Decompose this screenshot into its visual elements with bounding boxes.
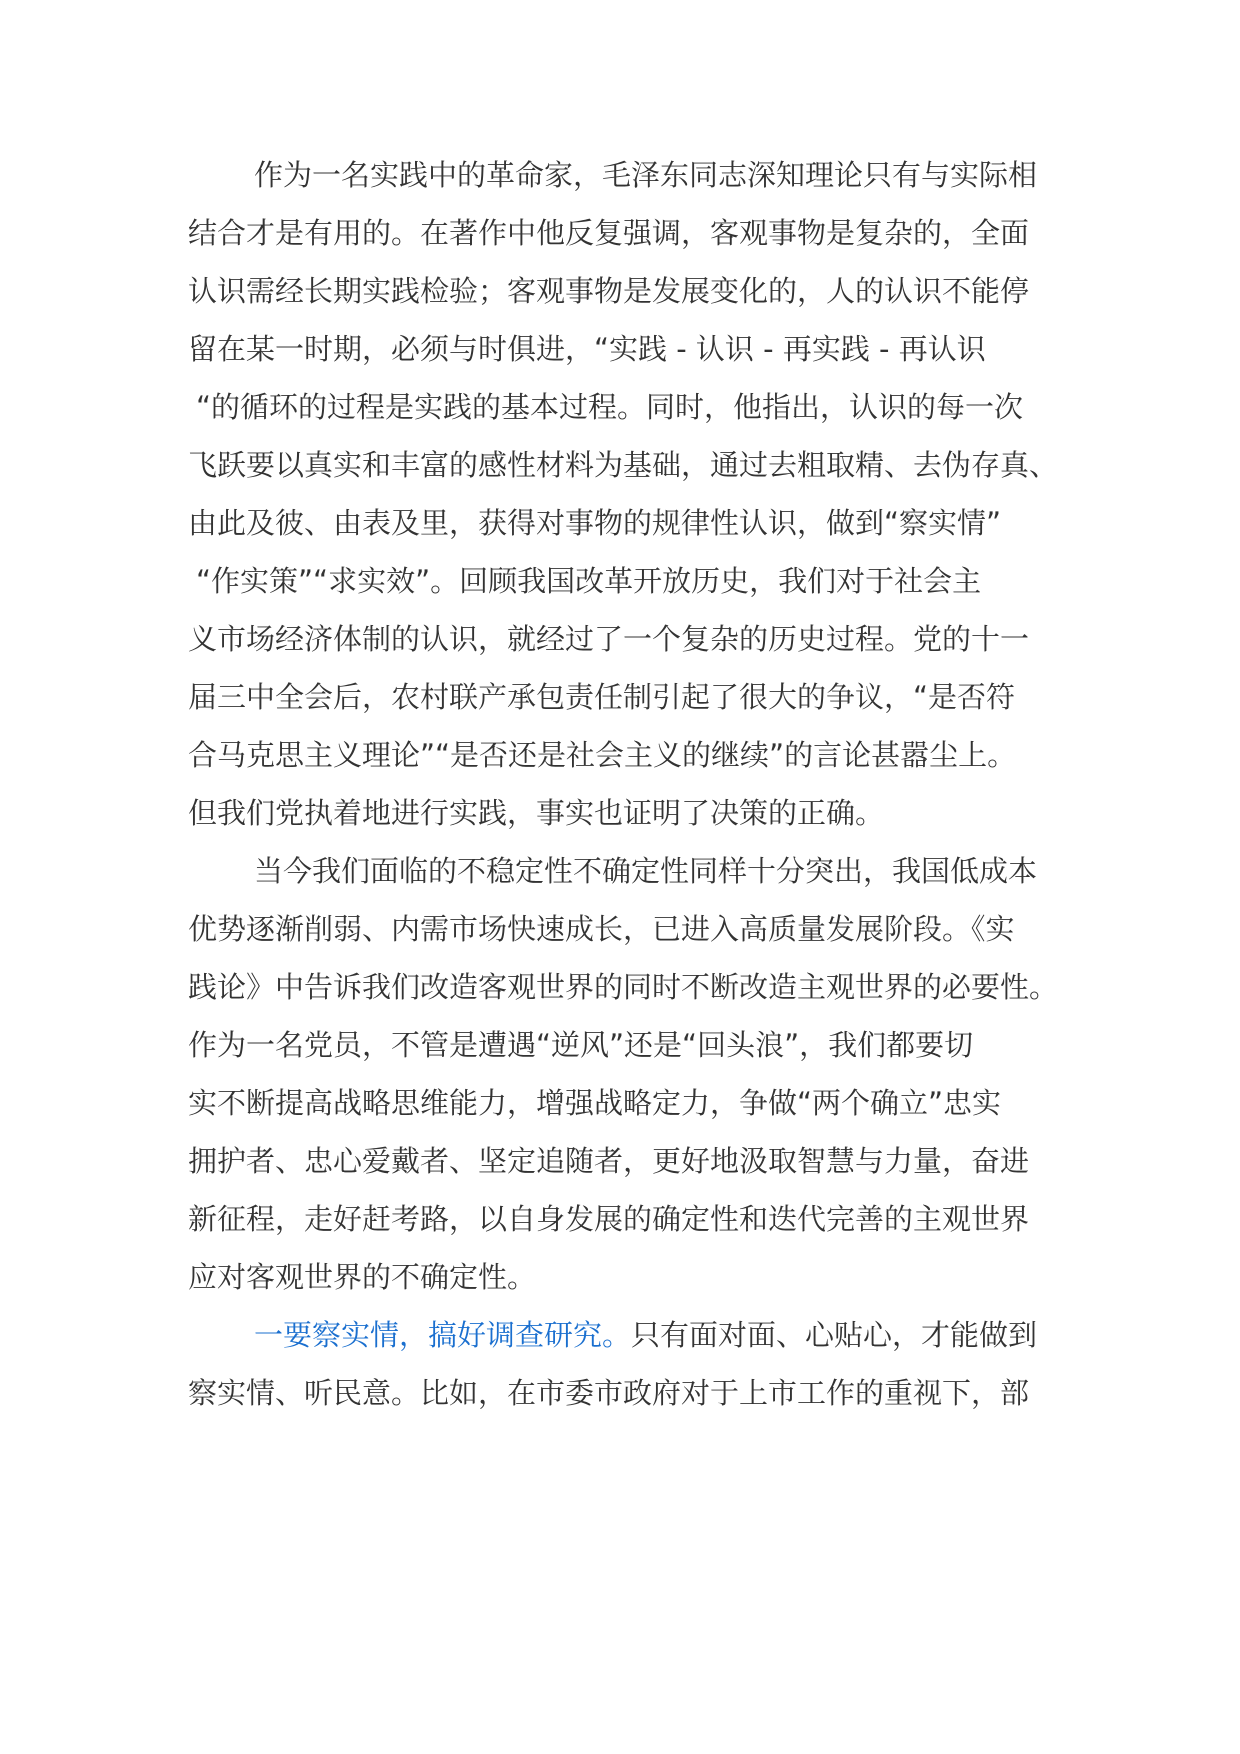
paragraph-1-line-5: “的循环的过程是实践的基本过程。同时，他指出，认识的每一次 — [196, 390, 1024, 424]
paragraph-3-line-1 — [254, 1310, 1037, 1360]
paragraph-3-line-1-text: 只有面对面、心贴心，才能做到 — [631, 1318, 1038, 1352]
paragraph-1-line-2: 结合才是有用的。在著作中他反复强调，客观事物是复杂的，全面 — [188, 216, 1030, 250]
paragraph-2-line-1: 当今我们面临的不稳定性不确定性同样十分突出，我国低成本 — [254, 854, 1038, 888]
paragraph-1-line-4: 留在某一时期，必须与时俱进，“实践 - 认识 - 再实践 - 再认识 — [188, 332, 986, 366]
paragraph-2-line-4: 作为一名党员，不管是遭遇“逆风”还是“回头浪”，我们都要切 — [188, 1028, 974, 1062]
paragraph-2-line-6: 拥护者、忠心爱戴者、坚定追随者，更好地汲取智慧与力量，奋进 — [188, 1144, 1030, 1178]
paragraph-2-line-7: 新征程，走好赶考路，以自身发展的确定性和迭代完善的主观世界 — [188, 1202, 1030, 1236]
paragraph-1-line-1: 作为一名实践中的革命家，毛泽东同志深知理论只有与实际相 — [254, 158, 1038, 192]
paragraph-3-line-2: 察实情、听民意。比如，在市委市政府对于上市工作的重视下，部 — [188, 1376, 1030, 1410]
paragraph-2-line-2: 优势逐渐削弱、内需市场快速成长，已进入高质量发展阶段。《实 — [188, 912, 1015, 946]
paragraph-2-line-5: 实不断提高战略思维能力，增强战略定力，争做“两个确立”忠实 — [188, 1086, 1002, 1120]
paragraph-2-line-8: 应对客观世界的不确定性。 — [188, 1260, 537, 1294]
paragraph-1-line-8: “作实策”“求实效”。回顾我国改革开放历史，我们对于社会主 — [196, 564, 982, 598]
paragraph-1-line-12: 但我们党执着地进行实践，事实也证明了决策的正确。 — [188, 796, 885, 830]
section-heading: 一要察实情，搞好调查研究。 — [254, 1318, 632, 1352]
paragraph-1-line-11: 合马克思主义理论”“是否还是社会主义的继续”的言论甚嚣尘上。 — [188, 738, 1017, 772]
paragraph-2-line-3: 践论》中告诉我们改造客观世界的同时不断改造主观世界的必要性。 — [188, 970, 1059, 1004]
paragraph-1-line-6: 飞跃要以真实和丰富的感性材料为基础，通过去粗取精、去伪存真、 — [188, 448, 1059, 482]
paragraph-1-line-10: 届三中全会后，农村联产承包责任制引起了很大的争议，“是否符 — [188, 680, 1016, 714]
paragraph-1-line-7: 由此及彼、由表及里，获得对事物的规律性认识，做到“察实情” — [188, 506, 1002, 540]
paragraph-1-line-3: 认识需经长期实践检验；客观事物是发展变化的，人的认识不能停 — [188, 274, 1030, 308]
paragraph-1-line-9: 义市场经济体制的认识，就经过了一个复杂的历史过程。党的十一 — [188, 622, 1030, 656]
